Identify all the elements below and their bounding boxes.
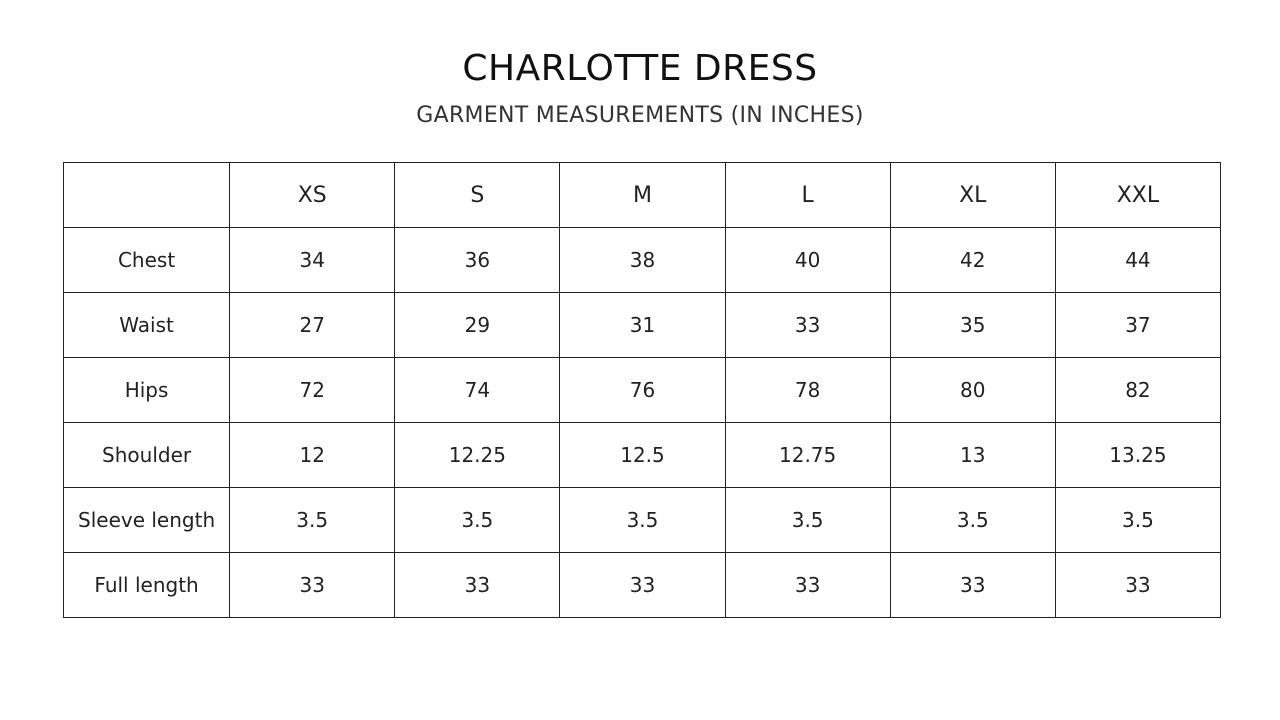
table-cell: 3.5 xyxy=(560,488,725,553)
table-cell: 36 xyxy=(395,228,560,293)
size-header: XS xyxy=(230,163,395,228)
table-cell: 29 xyxy=(395,293,560,358)
table-row xyxy=(64,553,1221,618)
table-cell: 13.25 xyxy=(1055,423,1220,488)
table-cell: 12.5 xyxy=(560,423,725,488)
row-label: Sleeve length xyxy=(64,488,230,553)
size-header: XXL xyxy=(1055,163,1220,228)
table-cell: 33 xyxy=(890,553,1055,618)
table-row xyxy=(64,228,1221,293)
size-chart-table xyxy=(63,162,1221,618)
table-row xyxy=(64,293,1221,358)
table-cell: 76 xyxy=(560,358,725,423)
table-cell: 33 xyxy=(230,553,395,618)
table-cell: 33 xyxy=(395,553,560,618)
table-cell: 72 xyxy=(230,358,395,423)
table-cell: 38 xyxy=(560,228,725,293)
table-cell: 13 xyxy=(890,423,1055,488)
table-cell: 82 xyxy=(1055,358,1220,423)
table-cell: 33 xyxy=(725,293,890,358)
corner-cell xyxy=(64,163,230,228)
size-header: XL xyxy=(890,163,1055,228)
table-cell: 3.5 xyxy=(230,488,395,553)
table-cell: 3.5 xyxy=(1055,488,1220,553)
table-cell: 33 xyxy=(725,553,890,618)
table-row xyxy=(64,358,1221,423)
table-row xyxy=(64,423,1221,488)
table-cell: 31 xyxy=(560,293,725,358)
table-cell: 12 xyxy=(230,423,395,488)
table-cell: 74 xyxy=(395,358,560,423)
row-label: Full length xyxy=(64,553,230,618)
table-cell: 40 xyxy=(725,228,890,293)
table-cell: 33 xyxy=(560,553,725,618)
row-label: Hips xyxy=(64,358,230,423)
row-label: Chest xyxy=(64,228,230,293)
table-cell: 3.5 xyxy=(890,488,1055,553)
table-cell: 78 xyxy=(725,358,890,423)
row-label: Waist xyxy=(64,293,230,358)
size-header: S xyxy=(395,163,560,228)
row-label: Shoulder xyxy=(64,423,230,488)
page-subtitle: GARMENT MEASUREMENTS (IN INCHES) xyxy=(416,103,864,128)
table-cell: 34 xyxy=(230,228,395,293)
table-row xyxy=(64,488,1221,553)
table-cell: 33 xyxy=(1055,553,1220,618)
table-cell: 27 xyxy=(230,293,395,358)
size-header: L xyxy=(725,163,890,228)
table-cell: 3.5 xyxy=(725,488,890,553)
size-header: M xyxy=(560,163,725,228)
table-cell: 37 xyxy=(1055,293,1220,358)
table-cell: 44 xyxy=(1055,228,1220,293)
page-title: CHARLOTTE DRESS xyxy=(462,48,818,89)
table-cell: 42 xyxy=(890,228,1055,293)
table-cell: 3.5 xyxy=(395,488,560,553)
header-row xyxy=(64,163,1221,228)
table-cell: 35 xyxy=(890,293,1055,358)
table-cell: 12.75 xyxy=(725,423,890,488)
table-cell: 12.25 xyxy=(395,423,560,488)
table-cell: 80 xyxy=(890,358,1055,423)
